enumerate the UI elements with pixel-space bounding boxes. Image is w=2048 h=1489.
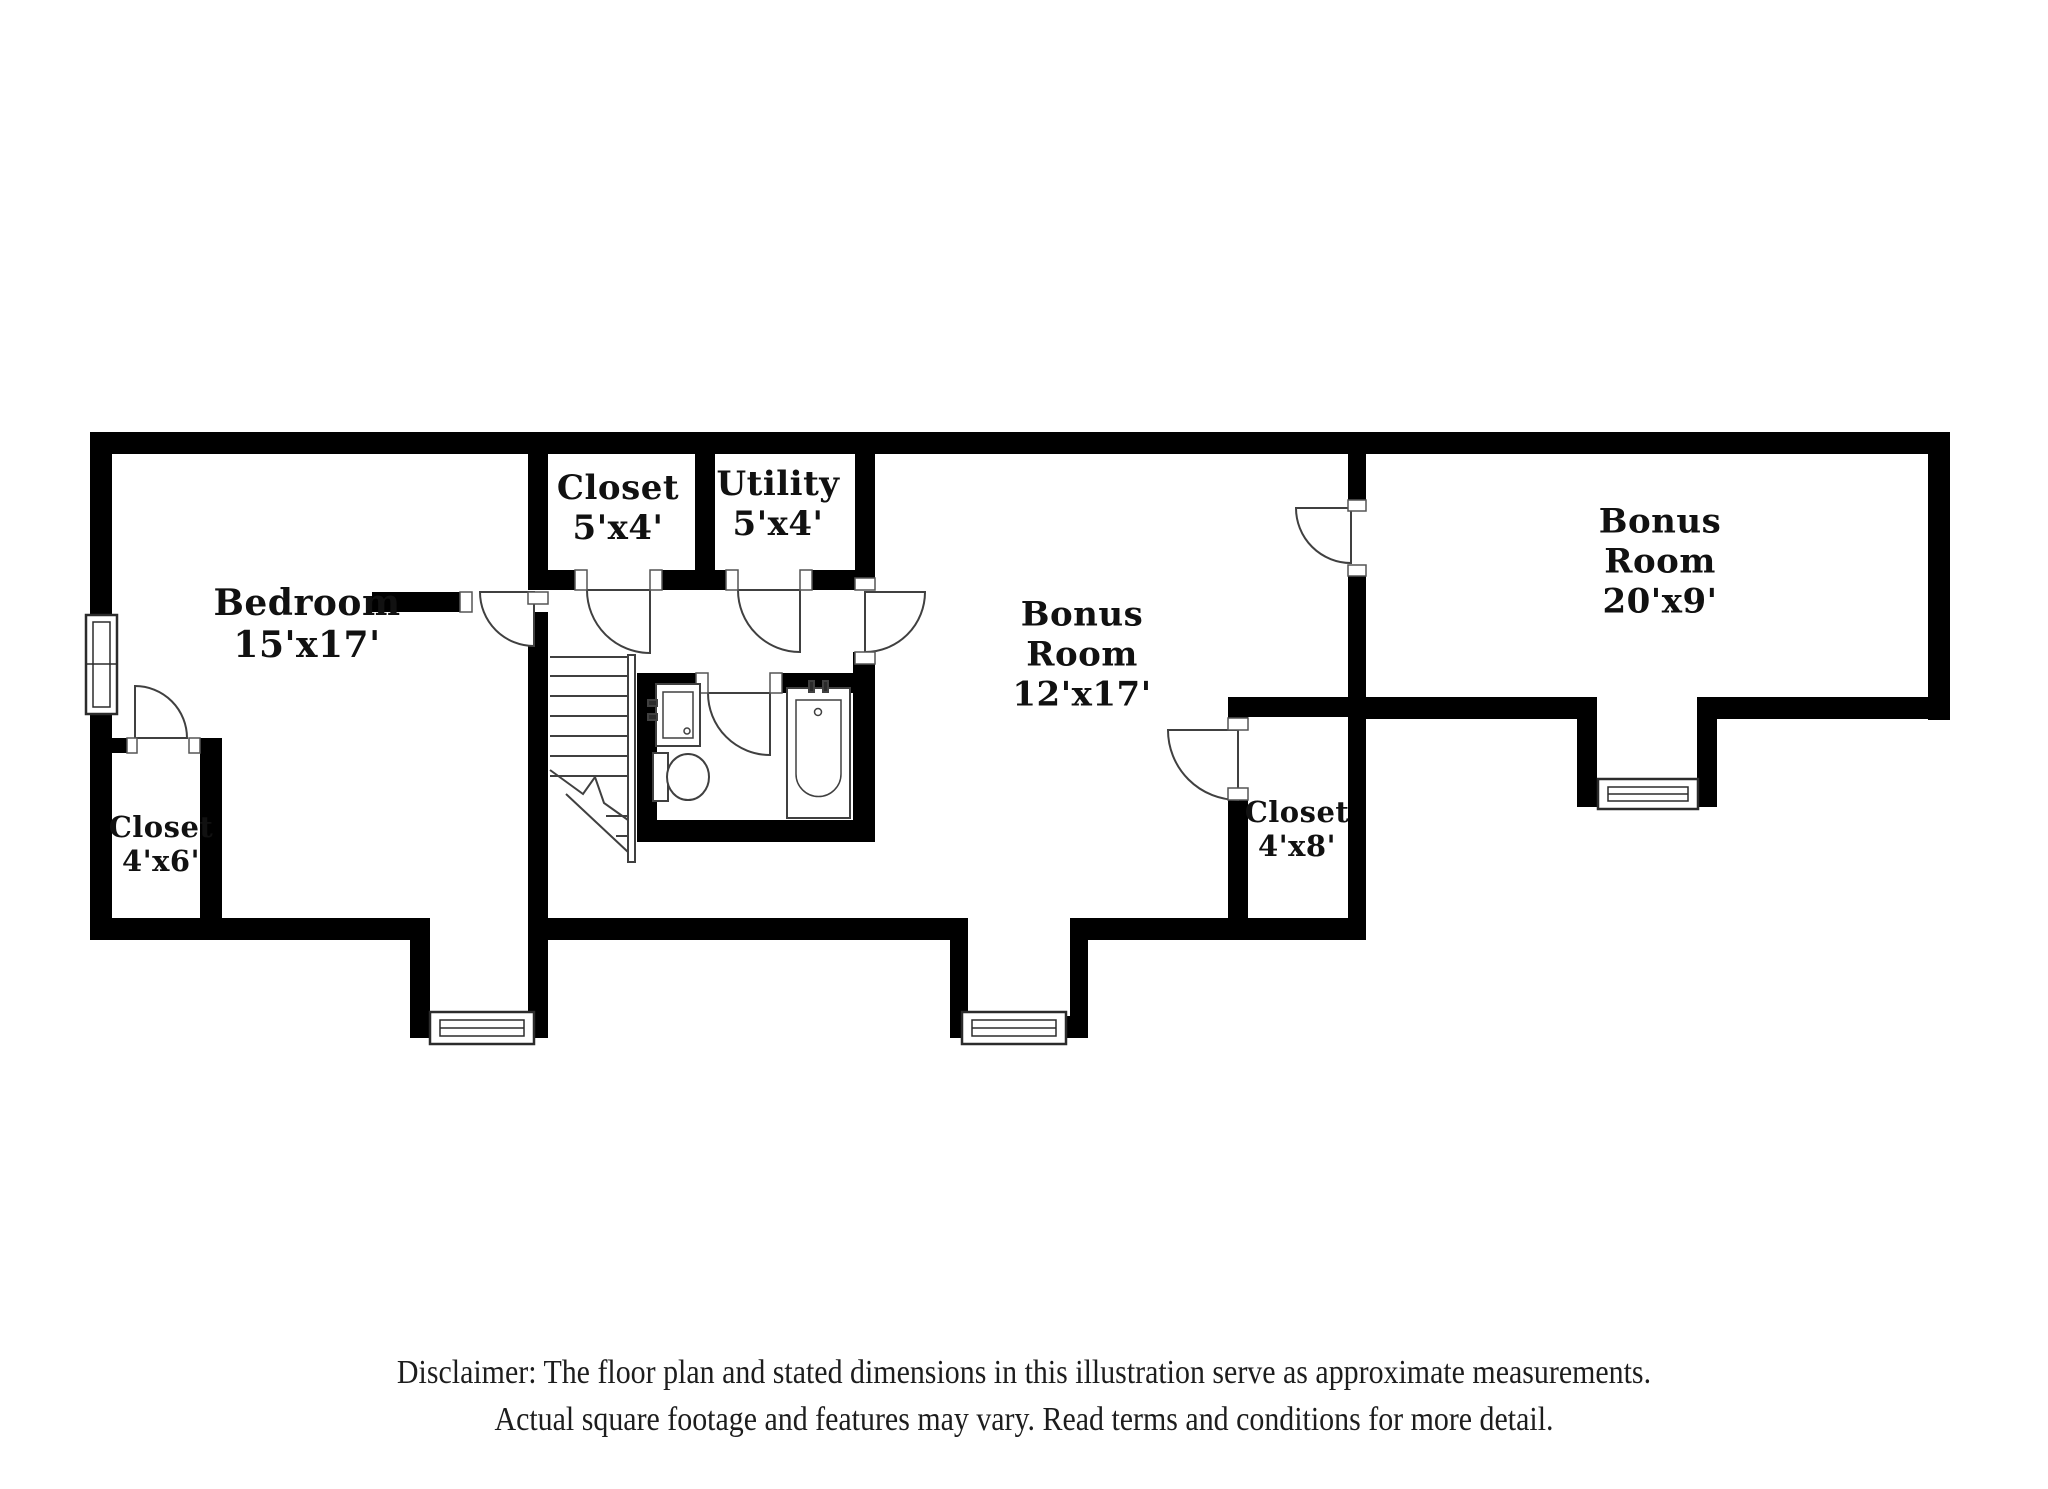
stair-break-line [566,794,628,852]
window-bedroom-left [86,615,117,714]
stair-rail [628,655,635,862]
window-dormer-center [962,1012,1066,1044]
wall-segment [90,918,410,940]
wall-segment [112,738,128,753]
wall-segment [1928,432,1950,720]
wall-segment [1697,697,1950,719]
room-label-bedroom [213,582,400,666]
door-jamb [528,592,548,604]
room-name: Closet [1244,795,1350,830]
room-name: Bedroom [213,581,401,624]
door-jamb [770,673,782,693]
door-jamb [800,570,812,590]
room-name: Bonus [1598,501,1722,542]
room-dimensions: 4'x8' [1258,829,1336,863]
door-swing-bathroom [708,693,770,755]
door-swing-bonus-center [865,592,925,652]
room-label-bonus-room-right [1599,502,1722,621]
wall-segment [528,612,548,940]
door-swing-closet-46 [135,686,187,738]
room-label-closet-bottom-left [109,811,214,879]
wall-segment [1088,918,1353,940]
door-jamb [1348,500,1366,511]
door-swing-bedroom [480,592,534,646]
room-name: Closet [108,810,214,845]
wall-segment [90,432,1950,454]
door-swing-utility [738,590,800,652]
room-label-closet-top [557,469,679,549]
door-jamb [189,738,200,753]
sink-vanity [648,684,700,746]
door-jamb [650,570,662,590]
wall-segment [1348,432,1366,500]
wall-segment [695,432,715,590]
door-jamb [127,738,137,753]
room-name: Utility [716,464,840,505]
bathtub [787,681,850,818]
door-jamb [575,570,587,590]
room-dimensions: 12'x17' [1012,673,1152,714]
wall-segment [853,652,875,842]
room-label-utility [716,465,839,545]
wall-segment [855,432,875,590]
room-name: Room [1604,541,1716,582]
room-name: Closet [556,468,680,509]
room-label-closet-bottom-right [1245,796,1350,864]
staircase [550,655,635,862]
door-jamb [1348,565,1366,576]
wall-segment [650,570,738,590]
room-name: Bonus [1020,594,1144,635]
room-dimensions: 5'x4' [572,508,664,548]
disclaimer-line: Actual square footage and features may vary. Read terms and conditions for more detail. [494,1401,1554,1438]
wall-segment [528,432,548,590]
door-jamb [460,592,472,612]
room-dimensions: 20'x9' [1602,580,1718,621]
toilet [653,753,709,801]
room-dimensions: 5'x4' [732,504,824,544]
door-swing-closet-top [587,590,650,653]
room-label-bonus-room-center [1012,595,1151,714]
stair-break-line [550,770,628,820]
room-dimensions: 4'x6' [122,844,200,878]
wall-segment [1348,697,1593,719]
window-dormer-right [1598,779,1698,809]
room-name: Room [1026,634,1138,675]
door-jamb [855,578,875,590]
windows [86,615,1698,1044]
wall-segment [637,820,875,842]
door-jamb [855,652,875,664]
wall-segment [548,918,950,940]
room-dimensions: 15'x17' [233,624,381,666]
wall-segment [1348,576,1366,940]
disclaimer-text [123,1349,1925,1443]
door-jamb [726,570,738,590]
door-swing-bonus-right [1296,508,1351,563]
disclaimer-line: Disclaimer: The floor plan and stated dimensions in this illustration serve as approximate measurements. [396,1354,1652,1391]
window-dormer-left [430,1012,534,1044]
door-jamb [1228,718,1248,730]
